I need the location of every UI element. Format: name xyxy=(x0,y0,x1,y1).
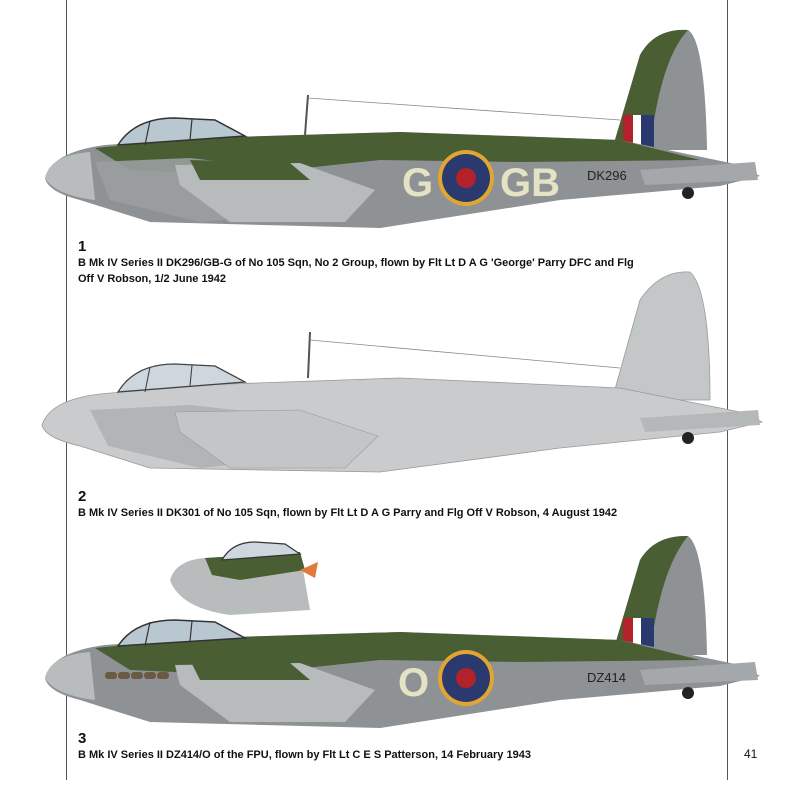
profile-2 xyxy=(0,260,788,530)
aircraft-profile-1-illustration xyxy=(0,0,788,240)
aircraft-profile-2-illustration xyxy=(0,260,788,490)
inset-nose-detail xyxy=(170,542,318,615)
serial-number: DK296 xyxy=(587,168,627,183)
page-number: 41 xyxy=(744,747,758,761)
exhaust-stubs xyxy=(105,672,169,679)
profile-1 xyxy=(0,0,788,295)
profile-caption: B Mk IV Series II DK301 of No 105 Sqn, flown by Flt Lt D A G Parry and Flg Off V Robson, 4 August 1942 xyxy=(78,507,618,519)
profile-caption: B Mk IV Series II DK296/GB-G of No 105 Sqn, No 2 Group, flown by Flt Lt D A G 'George' Parry DFC and Flg Off V Robson, 1/2 June 1942 xyxy=(78,257,634,285)
profile-3 xyxy=(0,530,788,770)
code-letter-left: G xyxy=(402,161,434,205)
aircraft-profile-3-illustration xyxy=(0,530,788,745)
serial-number: DZ414 xyxy=(587,670,627,685)
code-letters-right: GB xyxy=(500,161,560,205)
profile-number: 2 xyxy=(78,488,87,505)
profile-number: 3 xyxy=(78,730,87,747)
profile-caption: B Mk IV Series II DZ414/O of the FPU, flown by Flt Lt C E S Patterson, 14 February 1943 xyxy=(78,749,531,761)
code-letter-left: O xyxy=(398,661,430,705)
profile-number: 1 xyxy=(78,238,87,255)
